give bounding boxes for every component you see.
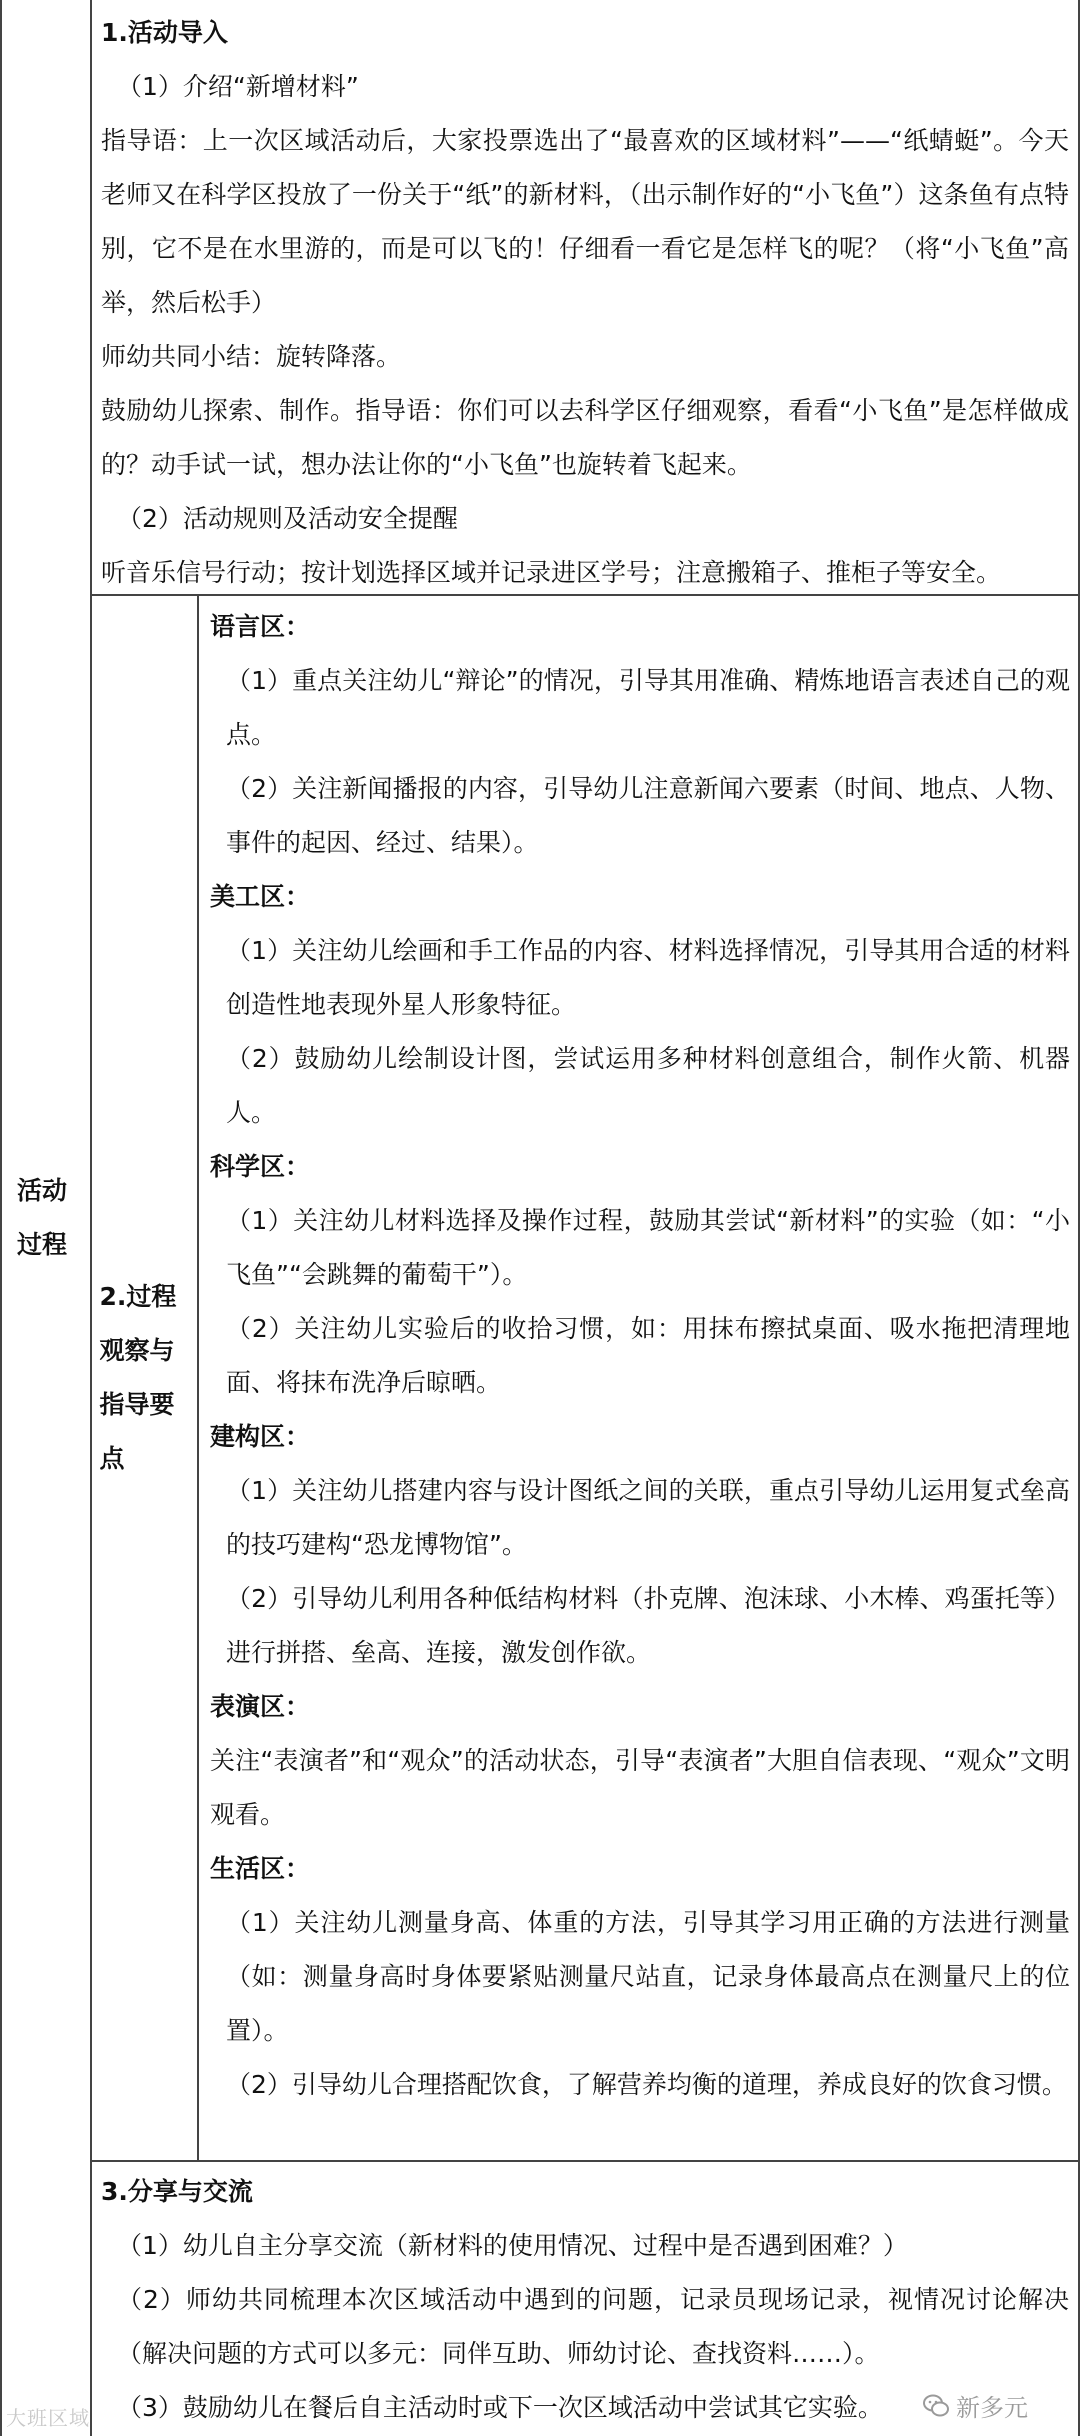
area-item: （1）关注幼儿材料选择及操作过程，鼓励其尝试“新材料”的实验（如：“小飞鱼”“会跳舞的葡萄干”）。	[226, 1206, 1070, 1289]
area-language	[210, 600, 1070, 870]
section1-sub2: （2）活动规则及活动安全提醒	[117, 504, 458, 533]
area-item: （1）关注幼儿绘画和手工作品的内容、材料选择情况，引导其用合适的材料创造性地表现外星人形象特征。	[226, 936, 1070, 1019]
section-observation-guidance	[210, 600, 1070, 2112]
area-name: 建构区：	[210, 1422, 311, 1451]
section1-sub1: （1）介绍“新增材料”	[117, 72, 359, 101]
section1-encourage: 鼓励幼儿探索、制作。指导语：你们可以去科学区仔细观察，看看“小飞鱼”是怎样做成的？动手试一试，想办法让你的“小飞鱼”也旋转着飞起来。	[101, 396, 1069, 479]
area-construction	[210, 1410, 1070, 1680]
watermark-label: 新多元	[956, 2394, 1028, 2422]
row-label: 活动过程	[17, 1176, 68, 1259]
section2-label: 2.过程观察与指导要点	[99, 1282, 177, 1473]
section3-item: （3）鼓励幼儿在餐后自主活动时或下一次区域活动中尝试其它实验。	[117, 2393, 883, 2422]
section1-guide: 指导语：上一次区域活动后，大家投票选出了“最喜欢的区域材料”——“纸蜻蜓”。今天老师又在科学区投放了一份关于“纸”的新材料，（出示制作好的“小飞鱼”）这条鱼有点特别，它不是在水里游的，而是可以飞的！仔细看一看它是怎样飞的呢？（将“小飞鱼”高举，然后松手）	[101, 126, 1069, 317]
area-name: 科学区：	[210, 1152, 311, 1181]
area-item: （2）关注幼儿实验后的收拾习惯，如：用抹布擦拭桌面、吸水拖把清理地面、将抹布洗净后晾晒。	[226, 1314, 1070, 1397]
area-item: （2）引导幼儿合理搭配饮食，了解营养均衡的道理，养成良好的饮食习惯。	[226, 2070, 1067, 2099]
area-item: 关注“表演者”和“观众”的活动状态，引导“表演者”大胆自信表现、“观众”文明观看。	[210, 1746, 1070, 1829]
area-name: 表演区：	[210, 1692, 311, 1721]
wechat-icon	[922, 2392, 950, 2420]
area-item: （2）关注新闻播报的内容，引导幼儿注意新闻六要素（时间、地点、人物、事件的起因、经过、结果）。	[226, 774, 1070, 857]
section3-item: （2）师幼共同梳理本次区域活动中遇到的问题，记录员现场记录，视情况讨论解决（解决问题的方式可以多元：同伴互助、师幼讨论、查找资料……）。	[117, 2285, 1069, 2368]
area-item: （2）引导幼儿利用各种低结构材料（扑克牌、泡沫球、小木棒、鸡蛋托等）进行拼搭、垒高、连接，激发创作欲。	[226, 1584, 1070, 1667]
area-performance	[210, 1680, 1070, 1842]
area-science	[210, 1140, 1070, 1410]
section1-rules: 听音乐信号行动；按计划选择区域并记录进区学号；注意搬箱子、推柜子等安全。	[101, 558, 1002, 587]
area-item: （1）重点关注幼儿“辩论”的情况，引导其用准确、精炼地语言表述自己的观点。	[226, 666, 1070, 749]
area-name: 生活区：	[210, 1854, 311, 1883]
row-label-cell	[2, 0, 90, 2436]
table-row-divider-2	[90, 2160, 1080, 2162]
area-item: （1）关注幼儿搭建内容与设计图纸之间的关联，重点引导幼儿运用复式垒高的技巧建构“恐龙博物馆”。	[226, 1476, 1070, 1559]
section2-label-cell	[92, 596, 197, 2160]
section-activity-intro	[101, 6, 1069, 600]
section3-item: （1）幼儿自主分享交流（新材料的使用情况、过程中是否遇到困难？）	[117, 2231, 908, 2260]
section3-title: 3.分享与交流	[101, 2177, 253, 2206]
watermark	[922, 2388, 1028, 2423]
section1-summary: 师幼共同小结：旋转降落。	[101, 342, 402, 371]
area-art	[210, 870, 1070, 1140]
corner-watermark: 大班区域	[6, 2406, 90, 2430]
section1-title: 1.活动导入	[101, 18, 228, 47]
area-life	[210, 1842, 1070, 2112]
area-name: 美工区：	[210, 882, 311, 911]
area-item: （1）关注幼儿测量身高、体重的方法，引导其学习用正确的方法进行测量（如：测量身高时身体要紧贴测量尺站直，记录身体最高点在测量尺上的位置）。	[226, 1908, 1070, 2045]
area-name: 语言区：	[210, 612, 311, 641]
table-col2-divider	[197, 596, 199, 2162]
area-item: （2）鼓励幼儿绘制设计图，尝试运用多种材料创意组合，制作火箭、机器人。	[226, 1044, 1070, 1127]
